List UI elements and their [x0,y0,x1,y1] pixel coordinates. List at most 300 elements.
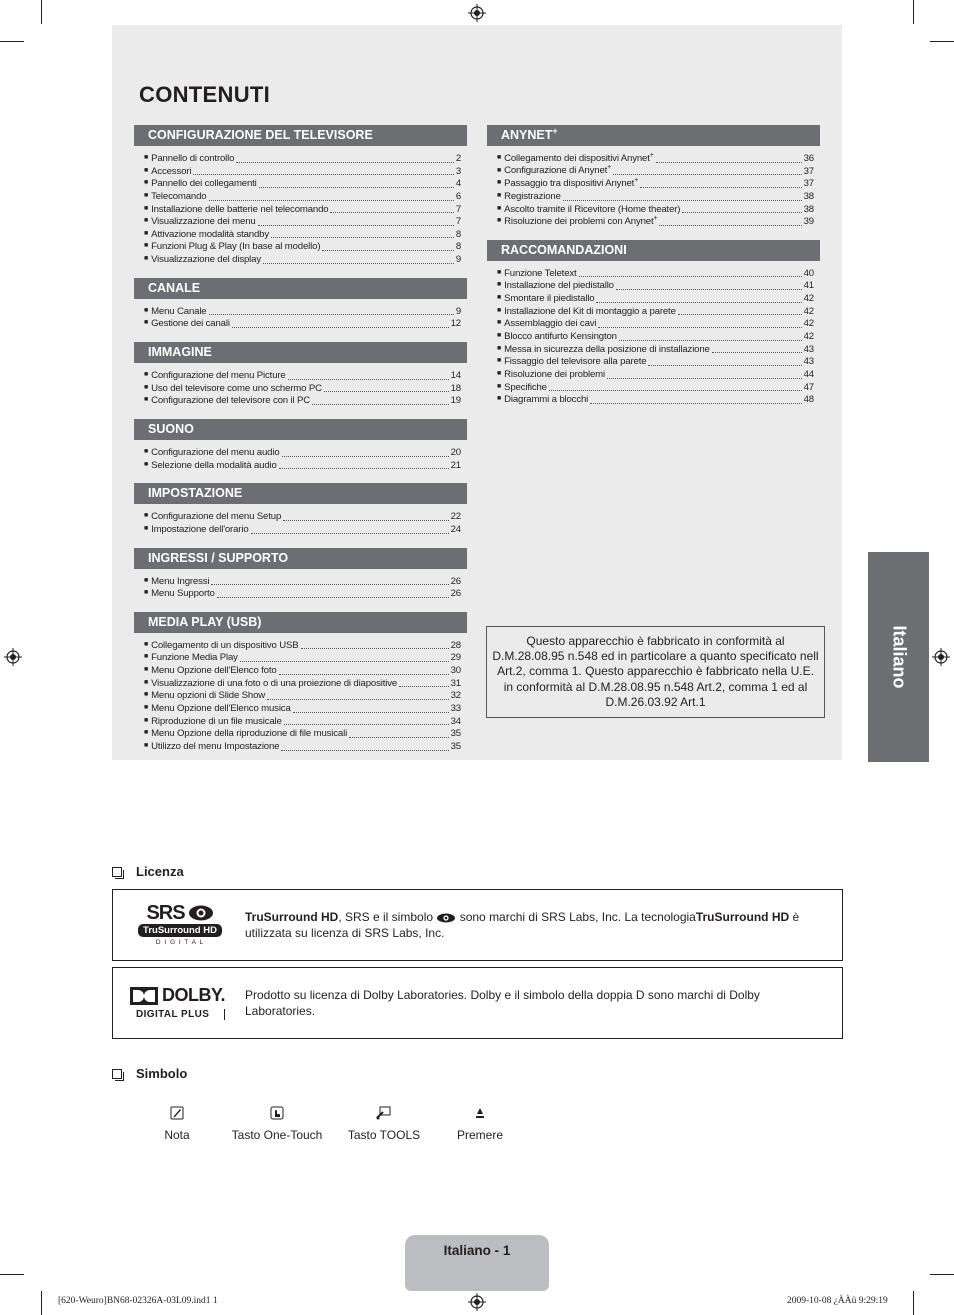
toc-entry-text: Funzione Teletext [504,267,577,279]
dot-leader [251,533,449,534]
toc-entry[interactable] [144,665,461,678]
toc-section-heading-label: CANALE [148,280,201,295]
toc-entry[interactable] [497,318,814,331]
toc-entry-title [151,216,255,229]
toc-section-heading-label: IMPOSTAZIONE [148,486,243,501]
dot-leader [211,584,448,585]
toc-entry-title [151,204,328,217]
toc-section-heading-label: SUONO [148,421,194,436]
toc-entry-text: Configurazione del televisore con il PC [151,395,311,407]
toc-entry-title [504,191,561,204]
toc-entry-page: 42 [803,331,814,343]
toc-entry-page: 8 [455,228,461,240]
toc-entry[interactable] [497,369,814,382]
toc-section-heading [487,240,820,261]
srs-bold-1: TruSurround HD [245,910,339,924]
toc-entry-page: 30 [450,665,461,677]
square-bullet-icon: ■ [144,217,149,225]
toc-entry-text: Telecomando [151,190,207,202]
toc-entry[interactable] [144,447,461,460]
toc-entry[interactable] [144,703,461,716]
square-bullet-icon: ■ [144,729,149,737]
toc-entry-title [504,344,710,357]
srs-license-box [112,889,843,961]
toc-section-heading [134,125,467,146]
registration-mark-icon [4,648,22,666]
toc-entry-title [151,318,230,331]
dot-leader [590,403,801,404]
toc-entry-page: 6 [455,190,461,202]
crop-mark [930,41,954,42]
dot-leader [596,302,801,303]
toc-entry-list [134,511,467,536]
toc-right-column [487,125,820,418]
language-side-tab [868,552,929,762]
toc-entry-text: Installazione del piedistallo [504,280,614,292]
registration-mark-icon [468,4,486,22]
crop-mark [930,1274,954,1275]
toc-entry[interactable] [497,293,814,306]
square-bullet-icon: ■ [497,281,502,289]
square-bullet-icon: ■ [497,179,502,187]
toc-entry[interactable] [144,306,461,319]
toc-entry-page: 9 [455,254,461,266]
toc-entry-title [151,254,261,267]
square-bullet-icon: ■ [144,191,149,199]
square-bullet-icon: ■ [497,217,502,225]
toc-entry-superscript: + [607,164,612,172]
toc-section-heading [134,278,467,299]
toc-entry-title [151,460,277,473]
toc-entry-text: Pannello di controllo [151,152,235,164]
toc-entry[interactable] [144,254,461,267]
toc-entry[interactable] [144,153,461,166]
toc-entry[interactable] [144,229,461,242]
square-bullet-icon: ■ [144,255,149,263]
toc-entry[interactable] [144,178,461,191]
toc-entry-title [151,665,276,678]
square-bullet-icon: ■ [497,204,502,212]
toc-entry[interactable] [497,344,814,357]
toc-entry-title [504,382,547,395]
crop-mark [913,1291,914,1315]
srs-text-1: , SRS e il simbolo [338,910,437,924]
language-side-tab-label: Italiano [889,625,909,689]
toc-section [134,125,467,267]
toc-entry-page: 20 [450,446,461,458]
toc-entry-text: Utilizzo del menu Impostazione [151,740,280,752]
toc-entry-text: Collegamento dei dispositivi Anynet [504,152,650,164]
dot-leader [312,404,449,405]
toc-entry-page: 14 [450,370,461,382]
toc-entry[interactable] [144,191,461,204]
toc-entry-list [134,576,467,601]
toc-entry-text: Diagrammi a blocchi [504,394,589,406]
square-bullet-icon: ■ [497,395,502,403]
toc-entry[interactable] [497,394,814,407]
toc-entry[interactable] [144,678,461,691]
toc-entry[interactable] [497,280,814,293]
toc-entry-text: Pannello dei collegamenti [151,178,257,190]
toc-section-heading [134,483,467,504]
license-heading-label: Licenza [136,864,184,879]
dot-leader [616,289,802,290]
toc-entry-text: Selezione della modalità audio [151,459,277,471]
dot-leader [279,468,449,469]
toc-entry[interactable] [497,331,814,344]
square-bullet-icon: ■ [144,229,149,237]
toc-entry[interactable] [144,511,461,524]
square-bullet-icon: ■ [144,653,149,661]
toc-entry-title [151,678,397,691]
dot-leader [293,712,449,713]
square-bullet-icon: ■ [144,242,149,250]
toc-entry-page: 29 [450,652,461,664]
toc-entry-text: Registrazione [504,190,561,202]
toc-entry[interactable] [144,741,461,754]
toc-entry-text: Funzioni Plug & Play (In base al modello) [151,241,321,253]
square-bullet-icon: ■ [497,191,502,199]
dot-leader [288,379,449,380]
toc-entry[interactable] [144,728,461,741]
toc-entry-title [504,268,576,281]
toc-entry-list [134,306,467,331]
toc-section-heading [134,419,467,440]
square-bullet-icon: ■ [497,319,502,327]
toc-entry-page: 9 [455,305,461,317]
toc-entry-superscript: + [653,215,658,222]
crop-mark [0,1274,24,1275]
dot-leader [349,737,449,738]
dot-leader [232,327,449,328]
toc-entry[interactable] [144,640,461,653]
toc-entry-text: Configurazione del menu audio [151,446,280,458]
toc-entry-page: 18 [450,382,461,394]
dot-leader [330,212,453,213]
toc-entry[interactable] [144,690,461,703]
dot-leader [271,237,454,238]
toc-left-column [134,125,467,765]
srs-inline-symbol-icon [436,913,456,923]
toc-entry-page: 4 [455,178,461,190]
toc-entry[interactable] [144,395,461,408]
srs-logo [135,904,225,946]
toc-entry-page: 2 [455,152,461,164]
toc-entry[interactable] [497,382,814,395]
toc-entry-title [151,652,238,665]
square-bullet-icon: ■ [497,306,502,314]
dot-leader [284,724,449,725]
toc-entry[interactable] [497,178,814,191]
dolby-license-text: Prodotto su licenza di Dolby Laboratories. Dolby e il simbolo della doppia D sono marchi di Dolby Laboratories. [245,988,760,1018]
toc-entry-page: 38 [803,190,814,202]
square-bullet-icon: ■ [144,741,149,749]
toc-entry[interactable] [144,216,461,229]
toc-section-heading-label: IMMAGINE [148,345,212,360]
square-bullet-icon: ■ [497,294,502,302]
press-icon [475,1106,485,1120]
toc-entry-title [504,213,657,229]
toc-entry-title [151,703,291,716]
toc-entry-text: Fissaggio del televisore alla parete [504,356,647,368]
toc-entry-page: 7 [455,203,461,215]
toc-entry-text: Menu Opzione della riproduzione di file musicali [151,728,348,740]
toc-section-heading [134,612,467,633]
symbol-label: Tasto One-Touch [231,1128,323,1142]
dot-leader [640,187,801,188]
toc-entry-page: 43 [803,356,814,368]
square-bullet-icon: ■ [144,179,149,187]
square-bullet-icon: ■ [144,716,149,724]
dot-leader [281,750,448,751]
crop-mark [913,0,914,24]
crop-mark [0,41,24,42]
toc-entry-text: Menu Ingressi [151,575,210,587]
toc-section-heading-label: RACCOMANDAZIONI [501,242,627,257]
toc-entry-page: 26 [450,588,461,600]
square-bullet-icon: ■ [144,576,149,584]
dolby-double-d-icon [130,987,158,1005]
dot-leader [619,340,802,341]
srs-logo-trusurround: TruSurround HD [138,924,222,937]
toc-entry-text: Passaggio tra dispositivi Anynet [504,178,635,190]
tools-icon [376,1106,392,1120]
toc-entry-page: 39 [803,216,814,228]
square-bullet-icon: ■ [497,153,502,161]
dot-leader [240,661,449,662]
square-bullet-icon: ■ [497,332,502,340]
toc-entry-list [487,153,820,229]
checkbox-icon [112,1069,122,1079]
toc-entry[interactable] [497,356,814,369]
toc-entry-page: 26 [450,575,461,587]
square-bullet-icon: ■ [144,166,149,174]
dolby-logo-digital-plus: DIGITAL PLUS [130,1009,225,1020]
dot-leader [656,162,802,163]
toc-entry-title [151,741,279,754]
toc-entry-title [504,369,605,382]
toc-entry-text: Funzione Media Play [151,652,238,664]
toc-entry-text: Specifiche [504,381,547,393]
dot-leader [563,200,802,201]
toc-entry-page: 8 [455,241,461,253]
toc-section [487,240,820,407]
toc-entry-page: 3 [455,165,461,177]
toc-section [487,125,820,229]
toc-entry-title [151,191,206,204]
dot-leader [209,200,454,201]
toc-entry[interactable] [497,268,814,281]
square-bullet-icon: ■ [144,153,149,161]
page-number-label: Italiano - 1 [443,1243,511,1258]
dot-leader [322,250,453,251]
toc-entry-text: Ascolto tramite il Ricevitore (Home theater) [504,203,681,215]
toc-entry-title [151,728,347,741]
toc-section [134,342,467,408]
toc-entry-title [504,175,638,191]
registration-mark-icon [932,648,950,666]
square-bullet-icon: ■ [144,589,149,597]
toc-entry-page: 43 [803,343,814,355]
square-bullet-icon: ■ [144,640,149,648]
toc-entry[interactable] [497,306,814,319]
toc-section [134,548,467,601]
toc-entry-page: 40 [803,267,814,279]
toc-entry[interactable] [144,166,461,179]
crop-mark [41,1291,42,1315]
srs-license-text [245,909,825,941]
toc-entry-text: Configurazione di Anynet [504,165,608,177]
toc-entry-page: 21 [450,459,461,471]
square-bullet-icon: ■ [497,382,502,390]
toc-entry[interactable] [144,370,461,383]
dot-leader [283,520,448,521]
toc-entry[interactable] [497,191,814,204]
toc-entry-title [504,280,614,293]
toc-entry[interactable] [144,460,461,473]
dot-leader [659,225,801,226]
toc-entry-page: 31 [450,677,461,689]
toc-entry-title [151,511,281,524]
dot-leader [236,162,453,163]
toc-entry-title [151,576,209,589]
toc-entry-text: Menu Opzione dell'Elenco foto [151,665,277,677]
toc-entry-page: 19 [450,395,461,407]
toc-entry-text: Configurazione del menu Picture [151,370,286,382]
toc-entry-title [151,640,298,653]
toc-entry-title [151,370,286,383]
dot-leader [579,276,802,277]
symbol-label: Premere [456,1128,503,1142]
toc-entry-superscript: + [634,177,639,185]
symbol-nota [147,1104,207,1142]
toc-section-heading [134,548,467,569]
dot-leader [301,648,449,649]
srs-circle-icon [188,905,214,921]
toc-section [134,419,467,472]
toc-entry[interactable] [144,241,461,254]
toc-entry-page: 48 [803,394,814,406]
square-bullet-icon: ■ [144,524,149,532]
symbol-premere [445,1104,515,1142]
dot-leader [259,187,454,188]
toc-entry-text: Menu Opzione dell'Elenco musica [151,703,291,714]
toc-entry-page: 42 [803,305,814,317]
toc-entry-text: Visualizzazione del display [151,254,261,266]
dot-leader [258,225,454,226]
toc-entry[interactable] [144,318,461,331]
toc-entry[interactable] [144,716,461,729]
dot-leader [678,314,802,315]
square-bullet-icon: ■ [497,357,502,365]
dot-leader [648,365,801,366]
toc-entry-page: 7 [455,216,461,228]
square-bullet-icon: ■ [144,666,149,674]
toc-entry-page: 32 [450,690,461,702]
toc-entry-text: Menu Canale [151,305,207,317]
toc-entry-text: Attivazione modalità standby [151,228,270,240]
dot-leader [263,263,454,264]
square-bullet-icon: ■ [144,383,149,391]
toc-entry-title [151,395,310,408]
symbol-heading [112,1066,187,1081]
one-touch-icon [270,1106,284,1120]
square-bullet-icon: ■ [144,371,149,379]
toc-entry-text: Visualizzazione di una foto o di una proiezione di diapositive [151,677,398,689]
toc-entry-title [151,524,248,537]
toc-entry[interactable] [144,524,461,537]
toc-entry[interactable] [144,383,461,396]
toc-section-heading [134,342,467,363]
symbol-heading-label: Simbolo [136,1066,188,1081]
toc-heading-superscript: + [552,125,558,136]
toc-entry-title [504,306,676,319]
toc-entry-title [151,241,320,254]
toc-entry-text: Risoluzione dei problemi con Anynet [504,216,654,228]
square-bullet-icon: ■ [497,369,502,377]
toc-entry-text: Menu opzioni di Slide Show [151,690,266,702]
toc-section-heading [487,125,820,146]
toc-entry-text: Visualizzazione dei menu [151,216,256,228]
toc-entry-page: 42 [803,318,814,330]
square-bullet-icon: ■ [497,268,502,276]
toc-entry[interactable] [144,588,461,601]
dot-leader [279,674,449,675]
conformity-notice: Questo apparecchio è fabbricato in conformità al D.M.28.08.95 n.548 ed in particolare a quanto specificato nell Art.2, comma 1. Questo apparecchio è fabbricato nella U.E. in conformità al D.M.28.08.95 n.548 Art.2, comma 1 ed al D.M.26.03.92 Art.1 [486,626,825,718]
dot-leader [598,327,801,328]
toc-entry-title [504,318,596,331]
toc-entry[interactable] [144,204,461,217]
toc-entry-list [134,447,467,472]
dolby-logo [130,985,230,1020]
toc-section [134,483,467,536]
dot-leader [549,390,802,391]
toc-entry-page: 28 [450,639,461,651]
toc-entry-list [134,153,467,267]
dot-leader [399,686,449,687]
toc-entry-superscript: + [649,151,654,159]
toc-entry-title [151,383,322,396]
toc-entry-text: Menu Supporto [151,588,215,600]
dolby-license-box [112,967,843,1039]
toc-entry[interactable] [497,216,814,229]
toc-entry-title [151,153,234,166]
square-bullet-icon: ■ [144,460,149,468]
print-slug-right: 2009-10-08 ¿ÀÀü 9:29:19 [787,1296,888,1306]
toc-entry-title [504,293,594,306]
checkbox-icon [112,867,122,877]
dolby-logo-text: DOLBY. [162,985,226,1005]
srs-logo-digital: D I G I T A L [155,939,205,946]
dot-leader [267,699,449,700]
dot-leader [193,174,454,175]
toc-entry-text: Installazione delle batterie nel telecomando [151,203,329,215]
toc-section-heading-label: MEDIA PLAY (USB) [148,614,262,629]
license-heading [112,864,184,879]
toc-entry-title [151,178,257,191]
toc-entry-page: 35 [450,740,461,752]
square-bullet-icon: ■ [497,166,502,174]
square-bullet-icon: ■ [144,396,149,404]
toc-entry-title [151,690,265,703]
srs-logo-text: SRS [146,902,185,924]
toc-entry[interactable] [144,576,461,589]
toc-entry[interactable] [144,652,461,665]
toc-entry-page: 37 [803,178,814,190]
toc-entry-text: Risoluzione dei problemi [504,368,605,380]
page-title: CONTENUTI [139,82,271,107]
note-icon [170,1106,184,1120]
